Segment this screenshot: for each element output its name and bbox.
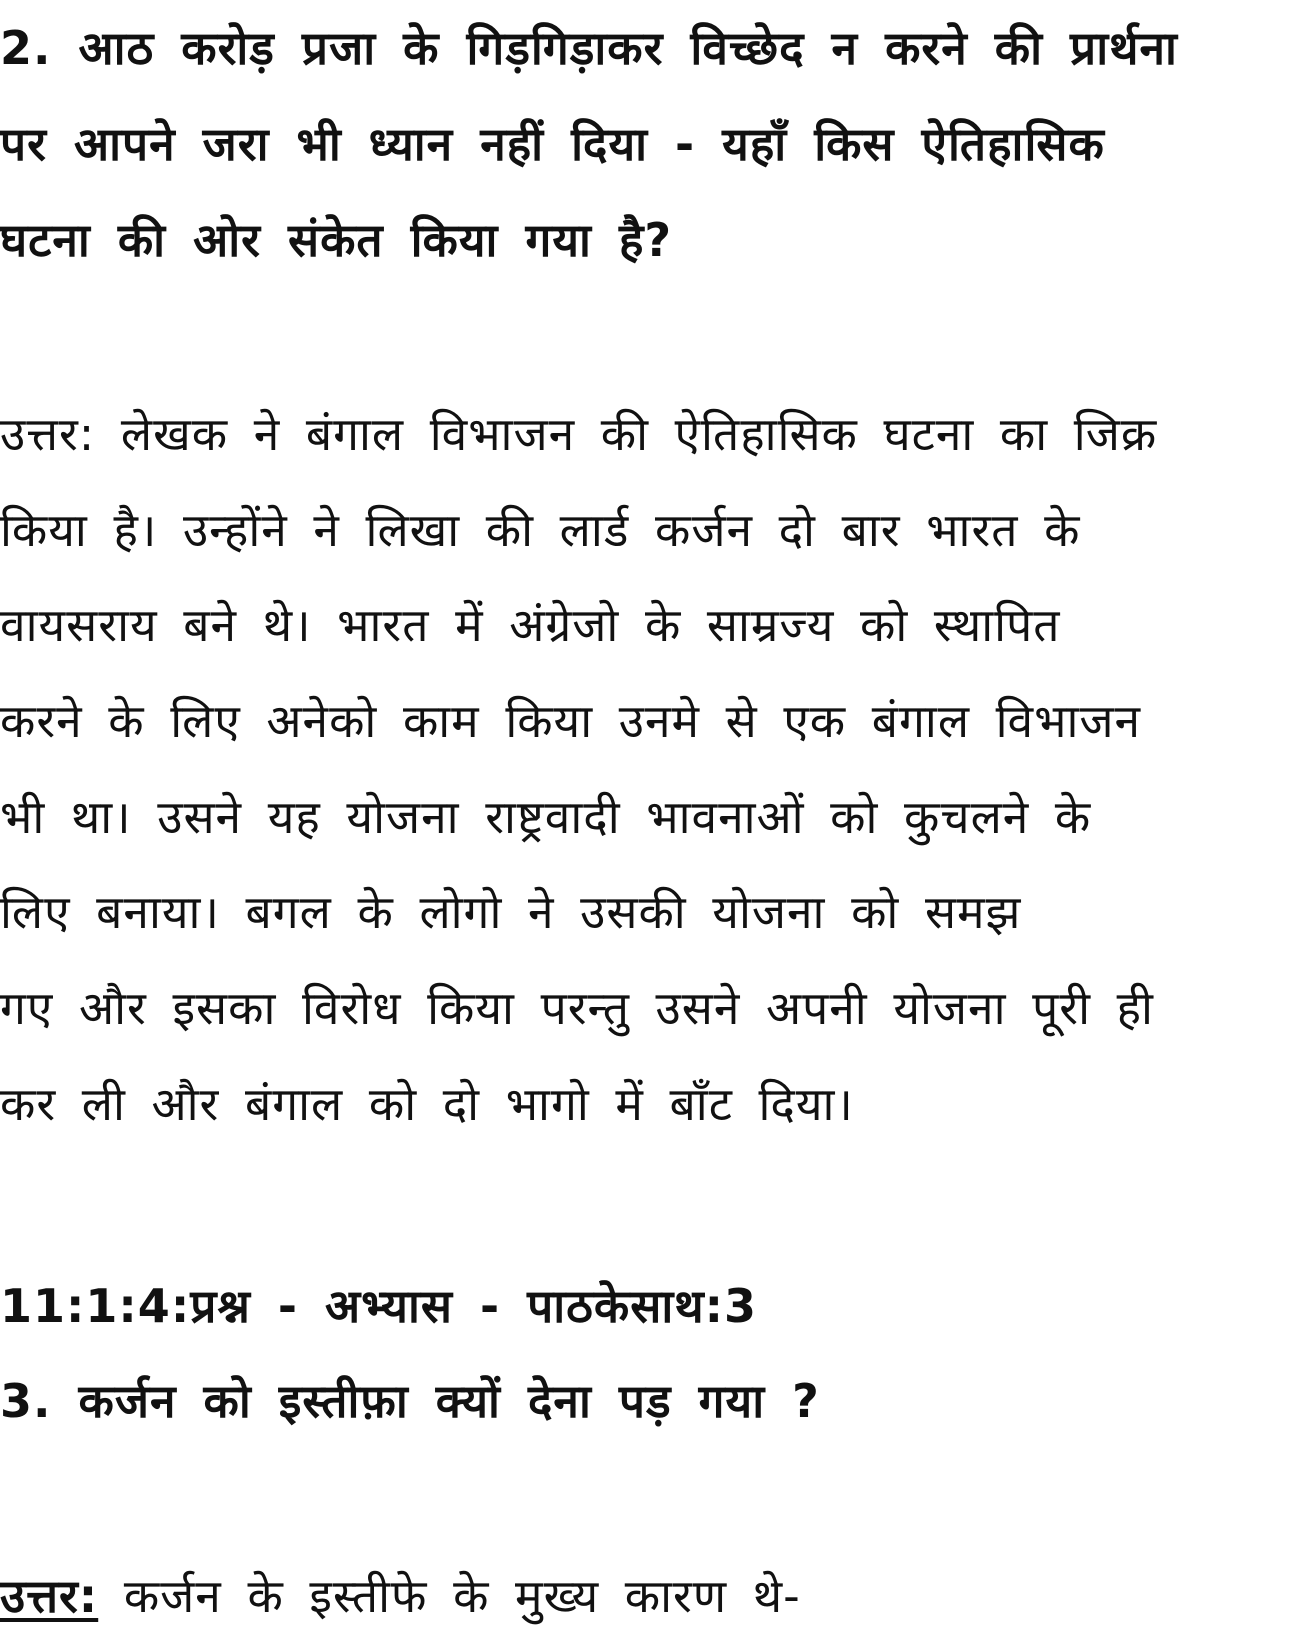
answer-2-line-5: भी था। उसने यह योजना राष्ट्रवादी भावनाओं को कुचलने के bbox=[0, 790, 1092, 844]
answer-3-text: कर्जन के इस्तीफे के मुख्य कारण थे- bbox=[123, 1569, 801, 1623]
answer-2-line-7: गए और इसका विरोध किया परन्तु उसने अपनी योजना पूरी ही bbox=[0, 981, 1154, 1035]
answer-2-line-1: उत्तर: लेखक ने बंगाल विभाजन की ऐतिहासिक घटना का जिक्र bbox=[0, 407, 1158, 461]
section-code: 11:1:4:प्रश्न - अभ्यास - पाठकेसाथ:3 bbox=[0, 1279, 758, 1333]
answer-3 bbox=[0, 1568, 801, 1624]
question-3: 3. कर्जन को इस्तीफ़ा क्यों देना पड़ गया ? bbox=[0, 1374, 820, 1428]
answer-2-line-3: वायसराय बने थे। भारत में अंग्रेजो के साम्रज्य को स्थापित bbox=[0, 598, 1061, 652]
answer-2-line-8: कर ली और बंगाल को दो भागो में बाँट दिया। bbox=[0, 1077, 854, 1131]
question-2-line-1: 2. आठ करोड़ प्रजा के गिड़गिड़ाकर विच्छेद न करने की प्रार्थना bbox=[0, 21, 1178, 75]
answer-3-label: उत्तर: bbox=[0, 1569, 99, 1623]
question-2-line-3: घटना की ओर संकेत किया गया है? bbox=[0, 213, 673, 267]
answer-2-line-2: किया है। उन्होंने ने लिखा की लार्ड कर्जन दो बार भारत के bbox=[0, 503, 1081, 557]
answer-2-line-6: लिए बनाया। बगल के लोगो ने उसकी योजना को समझ bbox=[0, 885, 1022, 939]
answer-2-line-4: करने के लिए अनेको काम किया उनमे से एक बंगाल विभाजन bbox=[0, 694, 1142, 748]
question-2-line-2: पर आपने जरा भी ध्यान नहीं दिया - यहाँ किस ऐतिहासिक bbox=[0, 117, 1105, 171]
